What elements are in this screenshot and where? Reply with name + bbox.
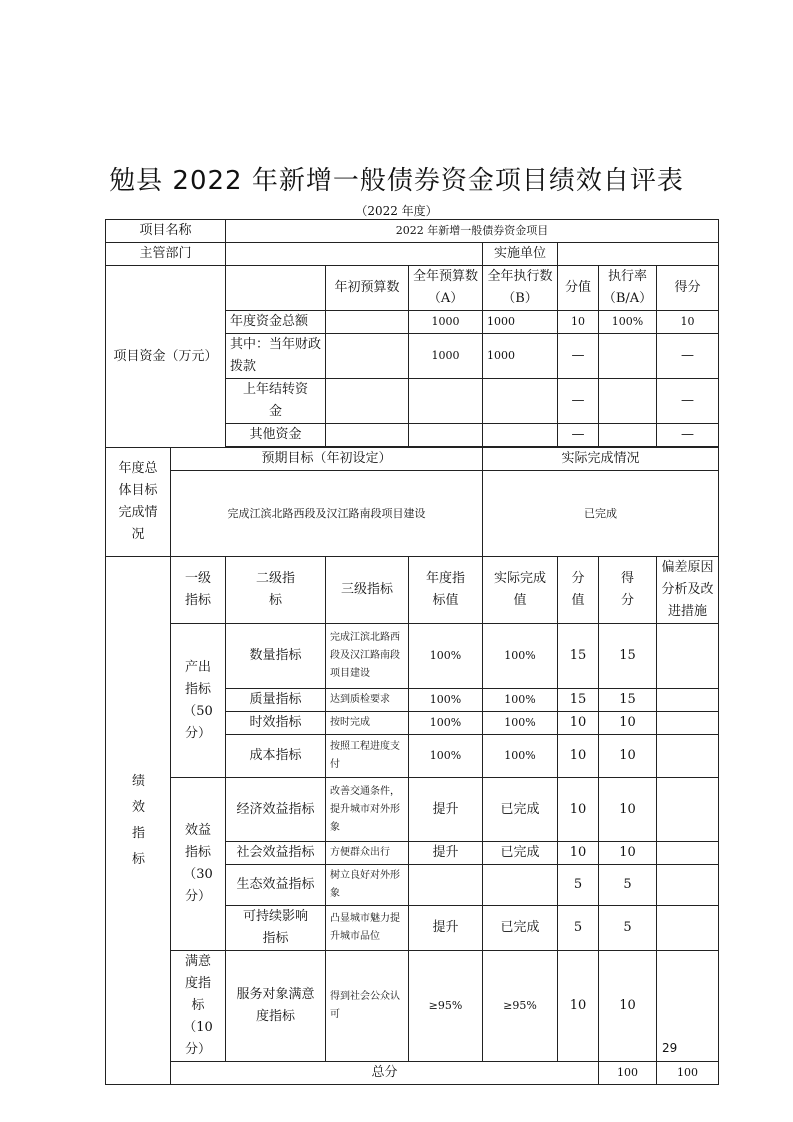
row-l2: 生态效益指标 — [226, 865, 326, 906]
row-target: 100% — [409, 712, 483, 735]
col-score-value: 分值 — [558, 266, 599, 311]
funds-row-name: 其中：当年财政拨款 — [226, 334, 326, 379]
row-actual: 100% — [483, 735, 558, 778]
funds-row-rate — [599, 334, 657, 379]
row-l3: 改善交通条件，提升城市对外形象 — [326, 778, 409, 842]
funds-row-initial — [326, 379, 409, 424]
funds-row-value: — — [558, 334, 599, 379]
row-target: 提升 — [409, 778, 483, 842]
funds-row-initial — [326, 334, 409, 379]
row-score: 10 — [599, 951, 657, 1062]
col-exec: 全年执行数（B） — [483, 266, 558, 311]
funds-row-score: — — [657, 379, 719, 424]
row-score: 10 — [599, 778, 657, 842]
funds-row-budget: 1000 — [409, 311, 483, 334]
h-reason: 偏差原因分析及改进措施 — [657, 557, 719, 624]
funds-row-exec: 1000 — [483, 334, 558, 379]
row-reason — [657, 624, 719, 689]
funds-row-budget — [409, 379, 483, 424]
col-score: 得分 — [657, 266, 719, 311]
funds-row-rate: 100% — [599, 311, 657, 334]
row-l2: 数量指标 — [226, 624, 326, 689]
funds-row-score: — — [657, 424, 719, 447]
row-l3: 树立良好对外形象 — [326, 865, 409, 906]
row-actual: 100% — [483, 712, 558, 735]
row-actual: 已完成 — [483, 842, 558, 865]
funds-row-name: 上年结转资金 — [226, 379, 326, 424]
row-l2: 可持续影响指标 — [226, 906, 326, 951]
page-number: 29 — [662, 1041, 678, 1055]
h-actual-value: 实际完成值 — [483, 557, 558, 624]
row-target: 提升 — [409, 842, 483, 865]
row-l3: 完成江滨北路西段及汉江路南段项目建设 — [326, 624, 409, 689]
table-row — [106, 951, 719, 1062]
row-l2: 经济效益指标 — [226, 778, 326, 842]
funds-row-rate — [599, 424, 657, 447]
project-name-value: 2022 年新增一般债券资金项目 — [226, 220, 719, 243]
row-reason — [657, 735, 719, 778]
row-score: 5 — [599, 865, 657, 906]
row-actual: 已完成 — [483, 906, 558, 951]
row-l2: 服务对象满意度指标 — [226, 951, 326, 1062]
h-level1: 一级指标 — [171, 557, 226, 624]
evaluation-table — [105, 219, 719, 1085]
row-target: 100% — [409, 735, 483, 778]
funds-row-value: — — [558, 379, 599, 424]
expected-goal-label: 预期目标（年初设定） — [171, 448, 483, 471]
funds-header-blank — [226, 266, 326, 311]
h-level2: 二级指标 — [226, 557, 326, 624]
funds-row-name: 年度资金总额 — [226, 311, 326, 334]
col-exec-rate: 执行率（B/A） — [599, 266, 657, 311]
funds-row-score: 10 — [657, 311, 719, 334]
col-full-budget: 全年预算数（A） — [409, 266, 483, 311]
row-l3: 达到质检要求 — [326, 689, 409, 712]
row-l3: 方便群众出行 — [326, 842, 409, 865]
funds-row-exec — [483, 424, 558, 447]
row-target: 100% — [409, 689, 483, 712]
row-reason — [657, 842, 719, 865]
dept-value — [226, 243, 483, 266]
funds-row-exec: 1000 — [483, 311, 558, 334]
group-name: 满意度指标（10分） — [171, 951, 226, 1062]
row-actual: 已完成 — [483, 778, 558, 842]
actual-goal-text: 已完成 — [483, 471, 719, 557]
row-target: 100% — [409, 624, 483, 689]
row-reason — [657, 712, 719, 735]
project-name-label: 项目名称 — [106, 220, 226, 243]
funds-row-budget — [409, 424, 483, 447]
funds-label: 项目资金（万元） — [106, 266, 226, 448]
h-score-value: 分值 — [558, 557, 599, 624]
row-value: 5 — [558, 906, 599, 951]
row-target: ≥95% — [409, 951, 483, 1062]
total-label: 总分 — [171, 1062, 599, 1085]
h-level3: 三级指标 — [326, 557, 409, 624]
row-reason — [657, 689, 719, 712]
row-value: 15 — [558, 689, 599, 712]
page-subtitle: （2022 年度） — [355, 204, 438, 218]
funds-row-name: 其他资金 — [226, 424, 326, 447]
funds-row-rate — [599, 379, 657, 424]
row-l3: 凸显城市魅力提升城市品位 — [326, 906, 409, 951]
perf-label: 绩效指标 — [106, 557, 171, 1085]
table-row — [106, 778, 719, 842]
funds-row-value: 10 — [558, 311, 599, 334]
row-score: 10 — [599, 735, 657, 778]
row-l2: 社会效益指标 — [226, 842, 326, 865]
col-initial-budget: 年初预算数 — [326, 266, 409, 311]
funds-row-value: — — [558, 424, 599, 447]
impl-unit-value — [558, 243, 719, 266]
row-actual: ≥95% — [483, 951, 558, 1062]
row-l2: 成本指标 — [226, 735, 326, 778]
row-value: 10 — [558, 951, 599, 1062]
row-score: 5 — [599, 906, 657, 951]
row-score: 10 — [599, 842, 657, 865]
row-l2: 质量指标 — [226, 689, 326, 712]
row-l3: 按照工程进度支付 — [326, 735, 409, 778]
row-value: 5 — [558, 865, 599, 906]
row-reason — [657, 906, 719, 951]
group-name: 产出指标（50分） — [171, 624, 226, 778]
row-l2: 时效指标 — [226, 712, 326, 735]
funds-row-initial — [326, 424, 409, 447]
funds-row-budget: 1000 — [409, 334, 483, 379]
row-value: 10 — [558, 735, 599, 778]
row-actual: 100% — [483, 689, 558, 712]
funds-row-initial — [326, 311, 409, 334]
row-target: 提升 — [409, 906, 483, 951]
total-score: 100 — [657, 1062, 719, 1085]
actual-goal-label: 实际完成情况 — [483, 448, 719, 471]
funds-row-score: — — [657, 334, 719, 379]
row-reason — [657, 865, 719, 906]
h-score: 得分 — [599, 557, 657, 624]
row-reason — [657, 778, 719, 842]
h-annual-value: 年度指标值 — [409, 557, 483, 624]
row-l3: 得到社会公众认可 — [326, 951, 409, 1062]
row-value: 10 — [558, 778, 599, 842]
impl-unit-label: 实施单位 — [483, 243, 558, 266]
row-value: 10 — [558, 712, 599, 735]
group-name: 效益指标（30分） — [171, 778, 226, 951]
row-score: 10 — [599, 712, 657, 735]
row-actual: 100% — [483, 624, 558, 689]
row-l3: 按时完成 — [326, 712, 409, 735]
row-value: 15 — [558, 624, 599, 689]
annual-goal-label: 年度总体目标完成情况 — [106, 448, 171, 557]
funds-row-exec — [483, 379, 558, 424]
dept-label: 主管部门 — [106, 243, 226, 266]
total-score-value: 100 — [599, 1062, 657, 1085]
row-actual — [483, 865, 558, 906]
row-target — [409, 865, 483, 906]
row-value: 10 — [558, 842, 599, 865]
row-score: 15 — [599, 624, 657, 689]
table-row — [106, 624, 719, 689]
page-title: 勉县 2022 年新增一般债券资金项目绩效自评表 — [109, 166, 684, 196]
row-score: 15 — [599, 689, 657, 712]
expected-goal-text: 完成江滨北路西段及汉江路南段项目建设 — [171, 471, 483, 557]
